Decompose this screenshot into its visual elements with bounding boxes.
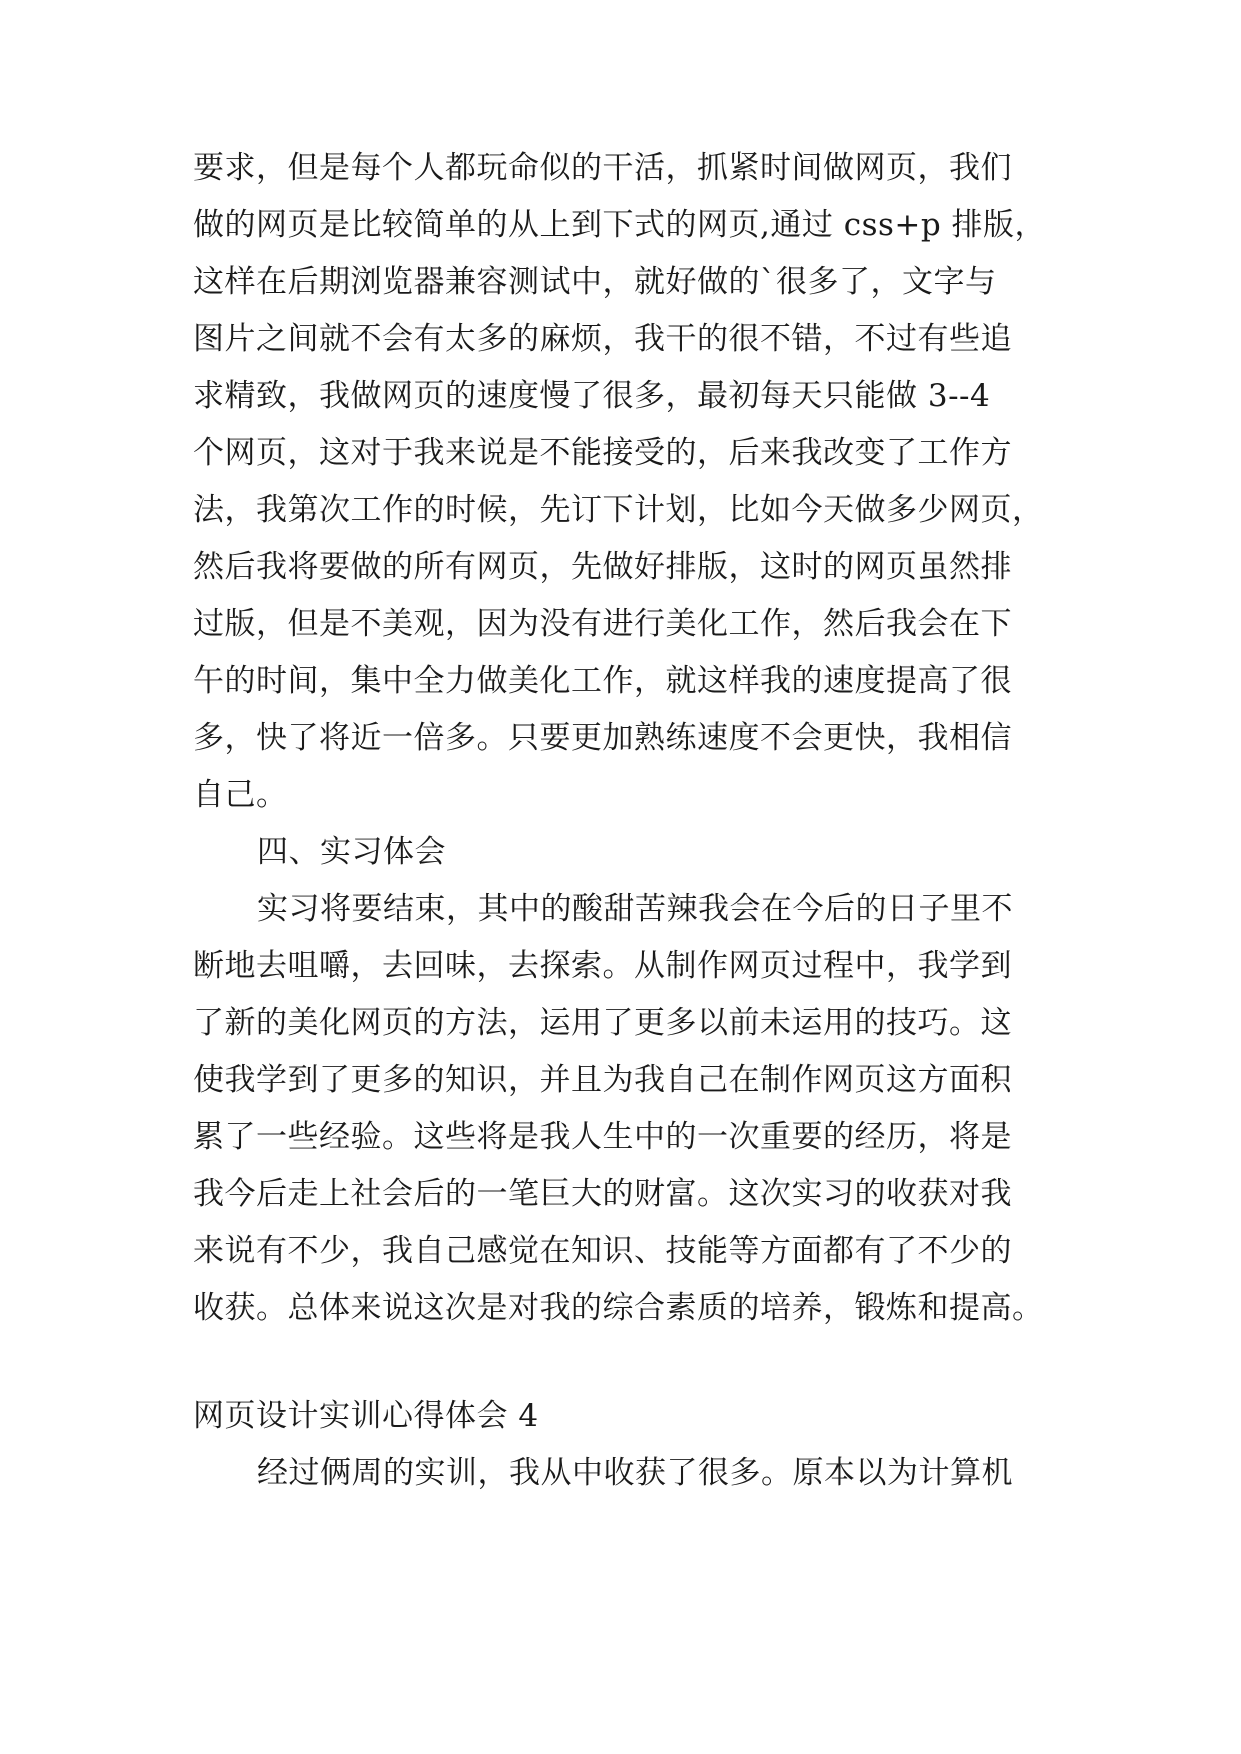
paragraph-line: 使我学到了更多的知识，并且为我自己在制作网页这方面积	[193, 1062, 1012, 1098]
paragraph-line: 然后我将要做的所有网页，先做好排版，这时的网页虽然排	[193, 549, 1012, 585]
paragraph-line: 午的时间，集中全力做美化工作，就这样我的速度提高了很	[193, 663, 1012, 699]
paragraph-line: 了新的美化网页的方法，运用了更多以前未运用的技巧。这	[193, 1005, 1012, 1041]
paragraph-line: 经过俩周的实训，我从中收获了很多。原本以为计算机	[257, 1455, 1013, 1491]
paragraph-line: 来说有不少，我自己感觉在知识、技能等方面都有了不少的	[193, 1233, 1012, 1269]
paragraph-line: 求精致，我做网页的速度慢了很多，最初每天只能做 3--4	[193, 378, 991, 414]
paragraph-line: 做的网页是比较简单的从上到下式的网页,通过 css+p 排版，	[193, 207, 1047, 243]
paragraph-line: 图片之间就不会有太多的麻烦，我干的很不错，不过有些追	[193, 321, 1012, 357]
paragraph-line: 我今后走上社会后的一笔巨大的财富。这次实习的收获对我	[193, 1176, 1012, 1212]
paragraph-line: 这样在后期浏览器兼容测试中，就好做的`很多了，文字与	[193, 264, 997, 300]
paragraph-line: 收获。总体来说这次是对我的综合素质的培养，锻炼和提高。	[193, 1290, 1044, 1326]
paragraph-line: 要求，但是每个人都玩命似的干活，抓紧时间做网页，我们	[193, 150, 1012, 186]
paragraph-line: 个网页，这对于我来说是不能接受的，后来我改变了工作方	[193, 435, 1012, 471]
paragraph-line: 断地去咀嚼，去回味，去探索。从制作网页过程中，我学到	[193, 948, 1012, 984]
document-title: 网页设计实训心得体会 4	[193, 1398, 539, 1434]
paragraph-line: 自己。	[193, 777, 288, 813]
paragraph-line: 实习将要结束，其中的酸甜苦辣我会在今后的日子里不	[257, 891, 1013, 927]
paragraph-line: 多，快了将近一倍多。只要更加熟练速度不会更快，我相信	[193, 720, 1012, 756]
section-heading: 四、实习体会	[257, 834, 446, 870]
paragraph-line: 法，我第次工作的时候，先订下计划，比如今天做多少网页，	[193, 492, 1044, 528]
paragraph-line: 累了一些经验。这些将是我人生中的一次重要的经历，将是	[193, 1119, 1012, 1155]
paragraph-line: 过版，但是不美观，因为没有进行美化工作，然后我会在下	[193, 606, 1012, 642]
